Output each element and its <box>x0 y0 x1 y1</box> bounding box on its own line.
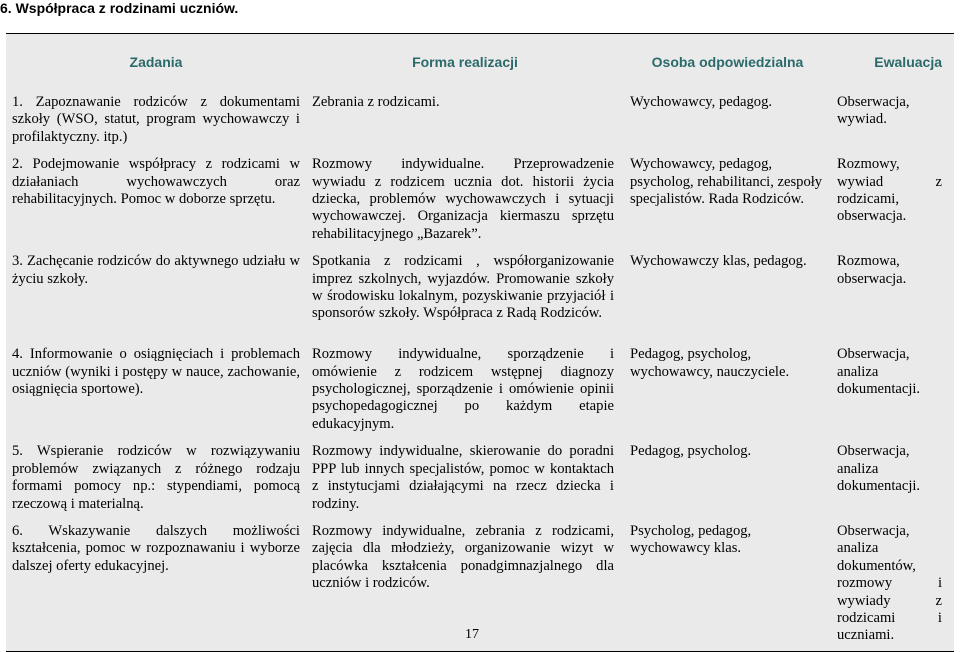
form-cell: Rozmowy indywidualne, skierowanie do poradni PPP lub innych specjalistów, pomoc w kontaktach z instytucjami działającymi na rzecz dziecka i rodziny. <box>312 443 614 512</box>
section-heading: 6. Współpraca z rodzinami uczniów. <box>0 0 239 16</box>
person-cell: Wychowawczy klas, pedagog. <box>630 253 807 270</box>
header-form: Forma realizacji <box>306 34 624 91</box>
task-cell: 2. Podejmowanie współpracy z rodzicami w działaniach wychowawczych oraz rehabilitacyjnych. Pomoc w doborze sprzętu. <box>12 156 300 208</box>
person-cell: Pedagog, psycholog. <box>630 443 752 460</box>
table-row <box>6 90 954 152</box>
form-cell: Rozmowy indywidualne, sporządzenie i omówienie z rodzicem wstępnej diagnozy psychologicznej, sporządzenie i omówienie opinii psychopedagogicznej po każdym etapie edukacyjnym. <box>312 346 614 432</box>
evaluation-cell: Obserwacja, analiza dokumentacji. <box>837 346 921 398</box>
header-evaluation: Ewaluacja <box>831 34 954 91</box>
person-cell: Wychowawcy, pedagog, psycholog, rehabilitanci, zespoły specjalistów. Rada Rodziców. <box>630 156 823 208</box>
table-row <box>6 439 954 519</box>
table-row <box>6 342 954 439</box>
header-person: Osoba odpowiedzialna <box>624 34 831 91</box>
header-tasks: Zadania <box>6 34 306 91</box>
table-row <box>6 519 954 651</box>
task-cell: 5. Wspieranie rodziców w rozwiązywaniu problemów związanych z różnego rodzaju formami pomocy np.: stypendiami, pomocą rzeczową i materialną. <box>12 443 300 512</box>
form-cell: Spotkania z rodzicami , współorganizowanie imprez szkolnych, wyjazdów. Promowanie szkoły w środowisku lokalnym, pozyskiwanie przyjaciół i sponsorów szkoły. Współpraca z Radą Rodziców. <box>312 253 614 322</box>
task-cell: 4. Informowanie o osiągnięciach i problemach uczniów (wyniki i postępy w nauce, zachowanie, osiągnięcia sportowe). <box>12 346 300 398</box>
evaluation-cell: Rozmowy, wywiad z rodzicami, obserwacja. <box>837 156 942 225</box>
task-cell: 3. Zachęcanie rodziców do aktywnego udziału w życiu szkoły. <box>12 253 300 287</box>
evaluation-cell: Obserwacja, analiza dokumentów, rozmowy i wywiady z rodzicami i uczniami. <box>837 522 942 644</box>
form-cell: Rozmowy indywidualne, zebrania z rodzicami, zajęcia dla młodzieży, organizowanie wizyt w placówka kształcenia ponadgimnazjalnego dla uczniów i rodziców. <box>312 522 614 592</box>
table-header-row <box>6 34 954 91</box>
evaluation-cell: Rozmowa, obserwacja. <box>837 253 907 287</box>
table-row <box>6 249 954 342</box>
cooperation-table <box>6 33 954 652</box>
person-cell: Wychowawcy, pedagog. <box>630 94 773 110</box>
evaluation-cell: Obserwacja, wywiad. <box>837 94 910 128</box>
table-row <box>6 152 954 249</box>
task-cell: 1. Zapoznawanie rodziców z dokumentami szkoły (WSO, statut, program wychowawczy i profilaktyczny. itp.) <box>12 94 300 145</box>
form-cell: Rozmowy indywidualne. Przeprowadzenie wywiadu z rodzicem ucznia dot. historii życia dziecka, problemów wychowawczych i sytuacji wychowawczej. Organizacja kiermaszu sprzętu rehabilitacyjnego „Bazarek”. <box>312 156 614 242</box>
person-cell: Pedagog, psycholog, wychowawcy, nauczyciele. <box>630 346 790 380</box>
task-cell: 6. Wskazywanie dalszych możliwości kształcenia, pomoc w rozpoznawaniu i wyborze dalszej oferty edukacyjnej. <box>12 522 300 574</box>
form-cell: Zebrania z rodzicami. <box>312 94 440 110</box>
page-number: 17 <box>465 627 479 642</box>
evaluation-cell: Obserwacja, analiza dokumentacji. <box>837 443 921 495</box>
person-cell: Psycholog, pedagog, wychowawcy klas. <box>630 522 752 557</box>
